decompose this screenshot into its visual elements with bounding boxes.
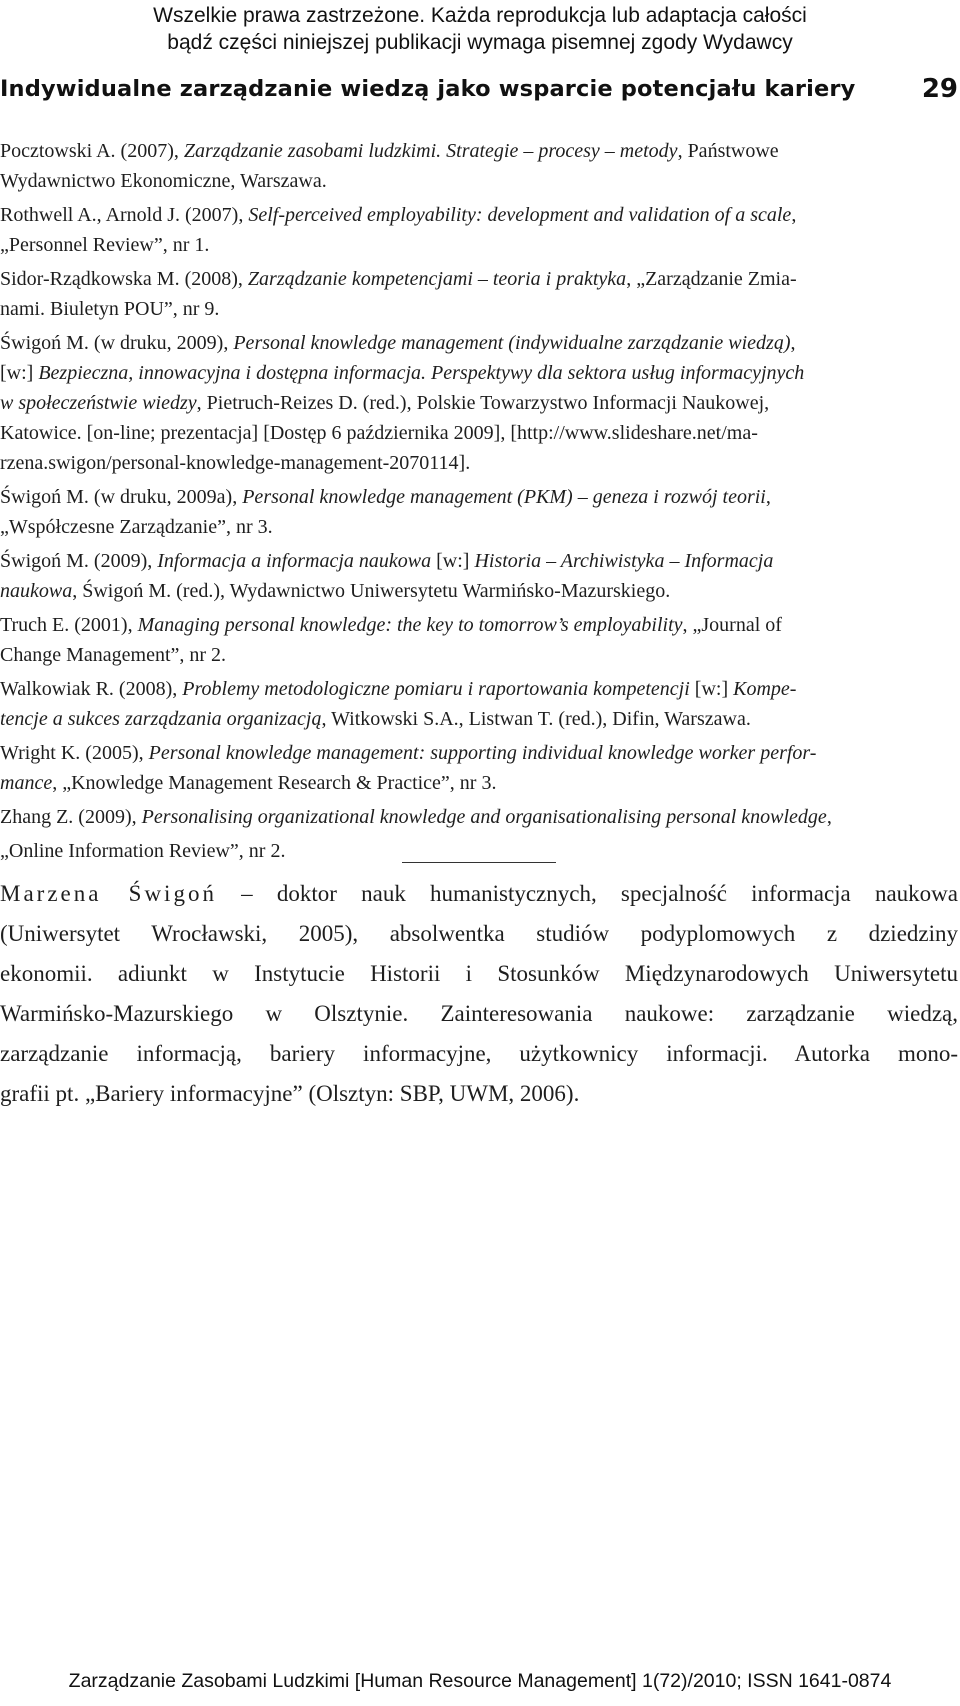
- reference-text: Wydawnictwo Ekonomiczne, Warszawa.: [0, 170, 327, 192]
- reference-text: [w:]: [431, 550, 475, 572]
- reference-title-text: Managing personal knowledge: the key to tomorrow’s employability: [137, 614, 683, 636]
- reference-line: [0, 264, 952, 294]
- reference-title-text: Informacja a informacja naukowa: [157, 550, 432, 572]
- reference-title-text: Personalising organizational knowledge and organisationalising personal knowledge: [141, 806, 827, 828]
- reference-line: [0, 328, 952, 358]
- author-note-line: zarządzanie informacją, bariery informacyjne, użytkownicy informacji. Autorka mono-: [0, 1041, 958, 1066]
- reference-text: ,: [826, 806, 832, 828]
- reference-entry: [0, 738, 952, 798]
- reference-text: Rothwell A., Arnold J. (2007),: [0, 204, 249, 226]
- reference-line: [0, 418, 952, 448]
- reference-title-text: Problemy metodologiczne pomiaru i raportowania kompetencji: [182, 678, 690, 700]
- author-note: [0, 874, 958, 1114]
- author-note-line: Marzena Świgoń – doktor nauk humanistycznych, specjalność informacja naukowa: [0, 881, 958, 906]
- reference-title-text: Self-perceived employability: development and validation of a scale: [248, 204, 792, 226]
- reference-line: [0, 576, 952, 606]
- reference-title-text: Kompe-: [733, 678, 797, 700]
- reference-entry: [0, 264, 952, 324]
- reference-line: [0, 674, 952, 704]
- reference-text: Pocztowski A. (2007),: [0, 140, 184, 162]
- reference-text: Walkowiak R. (2008),: [0, 678, 183, 700]
- reference-title-text: mance: [0, 772, 53, 794]
- reference-text: Change Management”, nr 2.: [0, 644, 227, 666]
- reference-text: , „Zarządzanie Zmia-: [626, 268, 797, 290]
- reference-line: [0, 358, 952, 388]
- reference-text: „Personnel Review”, nr 1.: [0, 234, 210, 256]
- running-title: Indywidualne zarządzanie wiedzą jako wsparcie potencjału kariery: [0, 76, 856, 102]
- reference-text: Zhang Z. (2009),: [0, 806, 142, 828]
- copyright-notice: [0, 2, 960, 56]
- reference-text: ,: [790, 332, 796, 354]
- reference-entry: [0, 802, 952, 866]
- reference-text: [w:]: [689, 678, 734, 700]
- reference-line: [0, 768, 952, 798]
- reference-text: [w:]: [0, 362, 39, 384]
- reference-text: „Online Information Review”, nr 2.: [0, 840, 286, 862]
- reference-entry: [0, 546, 952, 606]
- running-header: [0, 76, 960, 106]
- page-number: 29: [921, 74, 958, 104]
- reference-line: [0, 610, 952, 640]
- reference-text: Sidor-Rządkowska M. (2008),: [0, 268, 248, 290]
- page-footer: Zarządzanie Zasobami Ludzkimi [Human Resource Management] 1(72)/2010; ISSN 1641-0874: [68, 1670, 892, 1692]
- reference-line: [0, 738, 952, 768]
- author-note-line: grafii pt. „Bariery informacyjne” (Olsztyn: SBP, UWM, 2006).: [0, 1081, 580, 1106]
- reference-title-text: Personal knowledge management (PKM) – geneza i rozwój teorii: [242, 486, 766, 508]
- reference-entry: [0, 328, 952, 478]
- reference-entry: [0, 136, 952, 196]
- reference-text: nami. Biuletyn POU”, nr 9.: [0, 298, 220, 320]
- reference-text: ,: [765, 486, 771, 508]
- reference-line: [0, 136, 952, 166]
- reference-text: , Państwowe: [677, 140, 779, 162]
- references-list: [0, 136, 952, 870]
- reference-line: [0, 802, 952, 832]
- reference-title-text: Personal knowledge management: supporting individual knowledge worker perfor-: [148, 742, 817, 764]
- author-note-line: Warmińsko-Mazurskiego w Olsztynie. Zainteresowania naukowe: zarządzanie wiedzą,: [0, 1001, 958, 1026]
- copyright-line-2: bądź części niniejszej publikacji wymaga pisemnej zgody Wydawcy: [167, 31, 793, 54]
- reference-text: Świgoń M. (2009),: [0, 550, 158, 572]
- reference-text: Wright K. (2005),: [0, 742, 149, 764]
- reference-title-text: Historia – Archiwistyka – Informacja: [474, 550, 774, 572]
- reference-line: [0, 166, 952, 196]
- reference-line: [0, 640, 952, 670]
- reference-title-text: Zarządzanie kompetencjami – teoria i praktyka: [247, 268, 627, 290]
- reference-line: [0, 448, 952, 478]
- reference-line: [0, 546, 952, 576]
- copyright-line-1: Wszelkie prawa zastrzeżone. Każda reprodukcja lub adaptacja całości: [153, 4, 807, 27]
- reference-line: [0, 388, 952, 418]
- reference-line: [0, 512, 952, 542]
- reference-text: rzena.swigon/personal-knowledge-management-2070114].: [0, 452, 471, 474]
- reference-entry: [0, 674, 952, 734]
- reference-line: [0, 200, 952, 230]
- author-name: Marzena Świgoń: [0, 881, 217, 906]
- reference-text: Świgoń M. (w druku, 2009a),: [0, 486, 243, 508]
- reference-text: Truch E. (2001),: [0, 614, 138, 636]
- reference-text: ,: [791, 204, 797, 226]
- reference-text: , „Knowledge Management Research & Practice”, nr 3.: [52, 772, 497, 794]
- reference-text: , „Journal of: [682, 614, 782, 636]
- reference-title-text: Personal knowledge management (indywidualne zarządzanie wiedzą): [233, 332, 791, 354]
- author-note-line: (Uniwersytet Wrocławski, 2005), absolwentka studiów podyplomowych z dziedziny: [0, 921, 958, 946]
- reference-line: [0, 704, 952, 734]
- reference-line: [0, 230, 952, 260]
- reference-line: [0, 482, 952, 512]
- reference-line: [0, 294, 952, 324]
- reference-text: , Witkowski S.A., Listwan T. (red.), Difin, Warszawa.: [321, 708, 751, 730]
- author-note-line: ekonomii. adiunkt w Instytucie Historii i Stosunków Międzynarodowych Uniwersytetu: [0, 961, 958, 986]
- reference-title-text: tencje a sukces zarządzania organizacją: [0, 708, 322, 730]
- section-divider: [402, 862, 556, 863]
- reference-entry: [0, 200, 952, 260]
- reference-title-text: Zarządzanie zasobami ludzkimi. Strategie – procesy – metody: [183, 140, 678, 162]
- reference-title-text: w społeczeństwie wiedzy: [0, 392, 197, 414]
- reference-text: , Pietruch-Reizes D. (red.), Polskie Towarzystwo Informacji Naukowej,: [196, 392, 770, 414]
- reference-entry: [0, 610, 952, 670]
- reference-title-text: Bezpieczna, innowacyjna i dostępna informacja. Perspektywy dla sektora usług informacyjnych: [38, 362, 805, 384]
- reference-text: , Świgoń M. (red.), Wydawnictwo Uniwersytetu Warmińsko-Mazurskiego.: [72, 580, 671, 602]
- reference-entry: [0, 482, 952, 542]
- reference-text: „Współczesne Zarządzanie”, nr 3.: [0, 516, 273, 538]
- reference-title-text: naukowa: [0, 580, 73, 602]
- reference-text: Świgoń M. (w druku, 2009),: [0, 332, 234, 354]
- reference-text: Katowice. [on-line; prezentacja] [Dostęp 6 października 2009], [http://www.slideshare.net/ma-: [0, 422, 758, 444]
